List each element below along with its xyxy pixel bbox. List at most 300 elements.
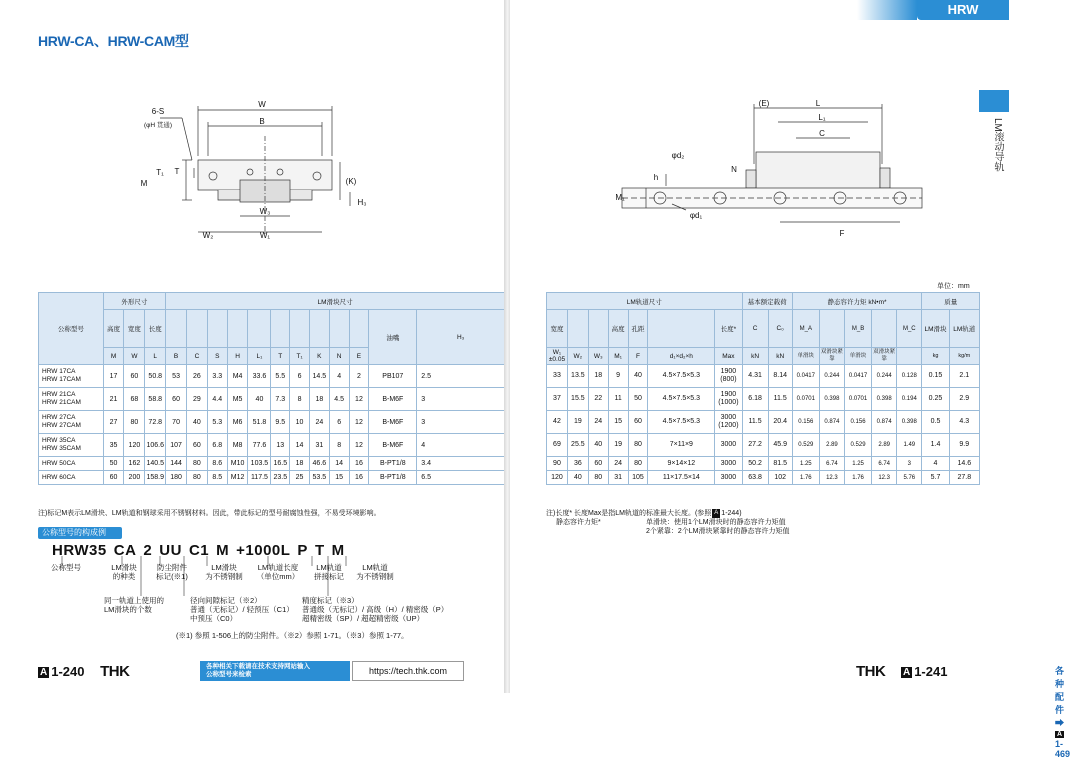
- pn-label-seal: 防尘附件 标记(※1): [156, 563, 188, 581]
- table-cell: 12.3: [819, 471, 844, 485]
- part-code-segment: T: [314, 542, 325, 559]
- table-cell: 105: [628, 471, 648, 485]
- table-cell: 9: [608, 365, 628, 388]
- page-marker-icon: A: [1057, 731, 1063, 738]
- dim-label-m1: M₁: [615, 193, 625, 202]
- table-cell: 60: [588, 457, 608, 471]
- col-symbol: C: [187, 348, 208, 365]
- table-cell: 0.5: [922, 411, 949, 434]
- dim-label-l1: L₁: [818, 113, 826, 122]
- right-page: [510, 0, 1070, 759]
- col-symbol: W₁ ±0.05: [547, 348, 568, 365]
- page-title: HRW-CA、HRW-CAM型: [38, 33, 189, 49]
- table-cell: M4: [227, 365, 248, 388]
- col-h3: H₃: [417, 310, 505, 365]
- dim-label-w1: W₁: [259, 231, 271, 240]
- table-cell: 0.0417: [844, 365, 871, 388]
- left-page-number: 1-240: [51, 664, 85, 679]
- table-cell: 31: [608, 471, 628, 485]
- col-header: M_A: [792, 310, 819, 348]
- table-cell: B-PT1/8: [369, 471, 417, 485]
- dim-label-m: M: [140, 179, 148, 188]
- table-cell: 0.194: [897, 388, 922, 411]
- table-cell: 2.1: [949, 365, 979, 388]
- col-header: [588, 310, 608, 348]
- table-cell: 107: [166, 434, 187, 457]
- pn-label-rail-joint: LM轨道 拼接标记: [314, 563, 344, 581]
- left-page: [0, 0, 505, 693]
- table-cell: 80: [124, 411, 145, 434]
- right-page-number: 1-241: [914, 664, 948, 679]
- table-cell: 27.8: [949, 471, 979, 485]
- model-name: HRW 21CAM: [42, 399, 81, 406]
- dim-label-w3: W₃: [259, 207, 271, 216]
- table-cell: 6: [329, 411, 349, 434]
- table-cell: B-M6F: [369, 388, 417, 411]
- table-row: [39, 388, 505, 411]
- table-cell: 158.9: [145, 471, 166, 485]
- col-symbol: 双滑块紧靠: [872, 348, 897, 365]
- table-cell: 4.5×7.5×5.3: [648, 388, 715, 411]
- table-cell: 50: [628, 388, 648, 411]
- table-cell: 70: [166, 411, 187, 434]
- table-cell: 200: [124, 471, 145, 485]
- model-cell: [39, 471, 104, 485]
- table-cell: 24: [608, 457, 628, 471]
- table-cell: 140.5: [145, 457, 166, 471]
- table-cell: 1.4: [922, 434, 949, 457]
- col-header: C: [742, 310, 768, 348]
- col-symbol: M₁: [608, 348, 628, 365]
- col-symbol: H: [227, 348, 248, 365]
- table-cell: 72.8: [145, 411, 166, 434]
- table-cell: 45.9: [768, 434, 792, 457]
- front-view-drawing: [130, 96, 370, 242]
- table-cell: M10: [227, 457, 248, 471]
- col-symbol: T₁: [290, 348, 310, 365]
- col-header: [648, 310, 715, 348]
- table-cell: 3000: [715, 457, 742, 471]
- table-cell: 1.76: [844, 471, 871, 485]
- model-name: HRW 35CAM: [42, 445, 81, 452]
- part-code-segment: UU: [159, 542, 182, 559]
- series-tag: HRW: [917, 0, 1009, 20]
- part-code-segment: 2: [143, 542, 153, 559]
- table-cell: 6.5: [417, 471, 505, 485]
- dim-label-t: T: [174, 167, 180, 176]
- table-cell: 3000 (1200): [715, 411, 742, 434]
- col-symbol: L: [145, 348, 166, 365]
- table-cell: 35: [103, 434, 124, 457]
- table-cell: 80: [187, 471, 208, 485]
- table-cell: 14: [329, 457, 349, 471]
- table-cell: B-M6F: [369, 411, 417, 434]
- table-cell: 4.5×7.5×5.3: [648, 411, 715, 434]
- table-cell: 3000: [715, 434, 742, 457]
- table-cell: 16.5: [271, 457, 290, 471]
- model-cell: [39, 457, 104, 471]
- spec-table-left: [38, 292, 505, 485]
- table-cell: 17: [103, 365, 124, 388]
- col-header: [872, 310, 897, 348]
- table-cell: 4: [329, 365, 349, 388]
- model-name: HRW 27CA: [42, 414, 76, 421]
- col-header: 孔距: [628, 310, 648, 348]
- table-cell: 144: [166, 457, 187, 471]
- table-cell: B-M6F: [369, 434, 417, 457]
- table-cell: 3.4: [417, 457, 505, 471]
- model-name: HRW 27CAM: [42, 422, 81, 429]
- table-cell: 50.2: [742, 457, 768, 471]
- table-cell: 5.5: [271, 365, 290, 388]
- table-cell: 8.6: [207, 457, 227, 471]
- col-header: LM滑块: [922, 310, 949, 348]
- group-mass: 质量: [922, 293, 980, 310]
- table-cell: 2: [349, 365, 369, 388]
- table-cell: 13: [271, 434, 290, 457]
- col-symbol: kg: [922, 348, 949, 365]
- table-cell: 40: [187, 411, 208, 434]
- col-header: 高度: [608, 310, 628, 348]
- dim-label-b: B: [259, 117, 265, 126]
- table-cell: 4: [417, 434, 505, 457]
- dim-label-w: W: [258, 100, 266, 109]
- note-left: 注)标记M表示LM滑块、LM轨道和钢球采用不锈钢材料。因此，带此标记的型号耐腐蚀性强，不易受环境影响。: [38, 510, 381, 517]
- left-footer: [38, 663, 129, 680]
- table-cell: 4.4: [207, 388, 227, 411]
- table-cell: 0.0417: [792, 365, 819, 388]
- model-cell: [39, 388, 104, 411]
- table-row: [547, 388, 980, 411]
- table-cell: 102: [768, 471, 792, 485]
- dim-label-w2: W₂: [202, 231, 214, 240]
- table-cell: 60: [187, 434, 208, 457]
- table-cell: 180: [166, 471, 187, 485]
- pn-label-block-count: 同一轨道上使用的 LM滑块的个数: [104, 596, 164, 614]
- table-cell: 120: [547, 471, 568, 485]
- table-cell: 4.5: [329, 388, 349, 411]
- model-name: HRW 17CAM: [42, 376, 81, 383]
- group-outer-dims: 外形尺寸: [103, 293, 166, 310]
- dim-label-h: h: [653, 173, 659, 182]
- table-cell: 19: [567, 411, 588, 434]
- pn-label-block-type: LM滑块 的种类: [111, 563, 137, 581]
- model-name: HRW 35CA: [42, 437, 76, 444]
- model-name: HRW 21CA: [42, 391, 76, 398]
- table-cell: 1.49: [897, 434, 922, 457]
- promo-banner: 各种相关下载请在技术支持网站输入 公称型号来检索: [200, 661, 350, 681]
- accessories-ref[interactable]: 各种配件➡A1-469: [1055, 666, 1070, 759]
- col-symbol: K: [309, 348, 329, 365]
- part-code-segment: M: [331, 542, 345, 559]
- chapter-tab: [979, 90, 1009, 112]
- table-cell: 0.244: [819, 365, 844, 388]
- col-symbol: 单滑块: [844, 348, 871, 365]
- table-cell: 0.15: [922, 365, 949, 388]
- table-cell: 90: [547, 457, 568, 471]
- table-cell: 0.529: [792, 434, 819, 457]
- table-cell: 53: [166, 365, 187, 388]
- table-row: [547, 411, 980, 434]
- col-length: 长度: [145, 310, 166, 348]
- col-symbol: kN: [742, 348, 768, 365]
- table-cell: 9.9: [949, 434, 979, 457]
- table-cell: 6: [290, 365, 310, 388]
- table-cell: 60: [166, 388, 187, 411]
- table-cell: 6.18: [742, 388, 768, 411]
- col-header: [567, 310, 588, 348]
- table-cell: 50: [103, 457, 124, 471]
- part-code-segment: M: [216, 542, 230, 559]
- col-symbol: T: [271, 348, 290, 365]
- table-row: [39, 457, 505, 471]
- table-cell: 12: [349, 411, 369, 434]
- col-header: 宽度: [547, 310, 568, 348]
- pn-label-accuracy: 精度标记（※3） 普通级（无标记）/ 高级（H）/ 精密级（P） 超精密级（SP）/ 超超精密级（UP）: [302, 596, 449, 623]
- website-link[interactable]: https://tech.thk.com: [352, 661, 464, 681]
- table-cell: 22: [588, 388, 608, 411]
- group-load-rating: 基本额定载荷: [742, 293, 792, 310]
- dim-label-n: N: [731, 165, 737, 174]
- col-width: 宽度: [124, 310, 145, 348]
- table-cell: 15: [329, 471, 349, 485]
- table-cell: 3.3: [207, 365, 227, 388]
- table-cell: 53.5: [309, 471, 329, 485]
- page-marker-icon: A: [902, 667, 911, 678]
- table-cell: 11×17.5×14: [648, 471, 715, 485]
- table-cell: 0.529: [844, 434, 871, 457]
- table-cell: 16: [349, 471, 369, 485]
- table-cell: 0.25: [922, 388, 949, 411]
- brand-logo: THK: [100, 663, 130, 680]
- table-cell: 8.5: [207, 471, 227, 485]
- pn-label-rail-stainless: LM轨道 为不锈钢制: [356, 563, 394, 581]
- table-row: [547, 365, 980, 388]
- table-row: [39, 411, 505, 434]
- table-cell: 2.89: [819, 434, 844, 457]
- table-cell: 81.5: [768, 457, 792, 471]
- table-cell: 14: [290, 434, 310, 457]
- table-cell: 15.5: [567, 388, 588, 411]
- table-cell: 16: [349, 457, 369, 471]
- part-code-segment: +1000L: [236, 542, 291, 559]
- table-cell: 12: [349, 388, 369, 411]
- table-cell: 1900 (800): [715, 365, 742, 388]
- table-cell: 80: [628, 434, 648, 457]
- table-row: [547, 471, 980, 485]
- table-cell: 0.874: [872, 411, 897, 434]
- table-cell: 23.5: [271, 471, 290, 485]
- table-cell: 0.874: [819, 411, 844, 434]
- table-cell: 33.6: [248, 365, 271, 388]
- table-cell: 5.76: [897, 471, 922, 485]
- col-symbol: F: [628, 348, 648, 365]
- table-cell: 69: [547, 434, 568, 457]
- dim-label-c: C: [819, 129, 825, 138]
- table-row: [39, 434, 505, 457]
- table-cell: 46.6: [309, 457, 329, 471]
- table-cell: 0.398: [819, 388, 844, 411]
- col-symbol: [897, 348, 922, 365]
- table-cell: 80: [187, 457, 208, 471]
- col-height: 高度: [103, 310, 124, 348]
- model-cell: [39, 365, 104, 388]
- table-cell: 4.5×7.5×5.3: [648, 365, 715, 388]
- table-cell: 162: [124, 457, 145, 471]
- col-symbol: W: [124, 348, 145, 365]
- table-cell: 60: [124, 365, 145, 388]
- table-cell: 6.74: [819, 457, 844, 471]
- table-cell: 40: [628, 365, 648, 388]
- table-cell: 31: [309, 434, 329, 457]
- table-cell: PB107: [369, 365, 417, 388]
- table-cell: 19: [608, 434, 628, 457]
- right-footer: [856, 663, 947, 680]
- group-rail-dims: LM轨道尺寸: [547, 293, 743, 310]
- pn-label-clearance: 径向间隙标记（※2） 普通（无标记）/ 轻预压（C1） 中预压（C0）: [190, 596, 294, 623]
- table-cell: 80: [588, 471, 608, 485]
- table-cell: 9.5: [271, 411, 290, 434]
- table-cell: 0.244: [872, 365, 897, 388]
- part-code-segment: CA: [113, 542, 137, 559]
- table-cell: 24: [309, 411, 329, 434]
- table-row: [547, 434, 980, 457]
- table-cell: 40: [248, 388, 271, 411]
- table-cell: 7.3: [271, 388, 290, 411]
- table-cell: 60: [628, 411, 648, 434]
- table-cell: 1900 (1000): [715, 388, 742, 411]
- table-cell: 26: [187, 365, 208, 388]
- table-cell: 60: [103, 471, 124, 485]
- col-header: M_B: [844, 310, 871, 348]
- table-cell: M12: [227, 471, 248, 485]
- table-cell: 40: [588, 434, 608, 457]
- part-code-segment: C1: [188, 542, 210, 559]
- col-header: C₀: [768, 310, 792, 348]
- table-cell: M5: [227, 388, 248, 411]
- side-view-drawing: [606, 94, 926, 244]
- table-cell: 27: [103, 411, 124, 434]
- table-cell: 50.8: [145, 365, 166, 388]
- col-header: M_C: [897, 310, 922, 348]
- dim-label-k: (K): [345, 177, 357, 186]
- spec-table-right: [546, 292, 980, 485]
- table-cell: 1.25: [792, 457, 819, 471]
- table-cell: 3: [417, 388, 505, 411]
- table-cell: 20.4: [768, 411, 792, 434]
- table-row: [547, 457, 980, 471]
- col-symbol: W₃: [588, 348, 608, 365]
- table-cell: 58.8: [145, 388, 166, 411]
- col-grease: 油嘴: [369, 310, 417, 365]
- table-row: [39, 471, 505, 485]
- table-cell: 0.0701: [792, 388, 819, 411]
- part-number-heading: 公称型号的构成例: [38, 527, 122, 539]
- table-cell: 40: [567, 471, 588, 485]
- table-cell: 4.31: [742, 365, 768, 388]
- dim-label-h3: H₃: [357, 198, 367, 207]
- table-cell: 2.89: [872, 434, 897, 457]
- table-cell: 25.5: [567, 434, 588, 457]
- table-cell: 7×11×9: [648, 434, 715, 457]
- brand-logo: THK: [856, 663, 886, 680]
- page-marker-icon: A: [40, 667, 48, 678]
- table-cell: M6: [227, 411, 248, 434]
- model-name: HRW 60CA: [42, 473, 76, 481]
- table-cell: 9×14×12: [648, 457, 715, 471]
- table-cell: 5.3: [207, 411, 227, 434]
- page-marker-icon: A: [714, 510, 719, 516]
- table-cell: 51.8: [248, 411, 271, 434]
- table-cell: 0.398: [897, 411, 922, 434]
- table-cell: 3000: [715, 471, 742, 485]
- pn-label-rail-length: LM轨道长度 （单位mm）: [256, 563, 300, 581]
- part-code-segment: HRW35: [52, 542, 107, 559]
- table-cell: 36: [567, 457, 588, 471]
- dim-label-d2: φd₂: [671, 151, 685, 160]
- group-moment: 静态容许力矩 kN•m*: [792, 293, 922, 310]
- col-symbol: E: [349, 348, 369, 365]
- table-cell: 13.5: [567, 365, 588, 388]
- model-name: HRW 50CA: [42, 459, 76, 467]
- col-symbol: S: [207, 348, 227, 365]
- note-right: 注)长度* 长度Max是指LM轨道的标准最大长度。(参照 A 1-244) 静态容许力矩* 单滑块：使用1个LM滑块时的静态容许力矩值 2个紧靠：2个LM滑块紧靠时的静态容许力矩值: [546, 510, 790, 535]
- col-header: [819, 310, 844, 348]
- col-symbol: B: [166, 348, 187, 365]
- table-cell: 1.25: [844, 457, 871, 471]
- table-cell: 11: [608, 388, 628, 411]
- table-row: [39, 365, 505, 388]
- table-cell: B-PT1/8: [369, 457, 417, 471]
- table-cell: 18: [309, 388, 329, 411]
- pn-label-block-stainless: LM滑块 为不锈钢制: [205, 563, 243, 581]
- model-name: HRW 17CA: [42, 368, 76, 375]
- col-symbol: d₁×d₂×h: [648, 348, 715, 365]
- table-cell: 120: [124, 434, 145, 457]
- table-cell: 2.9: [949, 388, 979, 411]
- table-cell: 0.128: [897, 365, 922, 388]
- table-cell: 77.6: [248, 434, 271, 457]
- table-cell: 8: [290, 388, 310, 411]
- table-cell: 6.8: [207, 434, 227, 457]
- table-cell: 37: [547, 388, 568, 411]
- col-symbol: L₁: [248, 348, 271, 365]
- model-cell: [39, 411, 104, 434]
- table-cell: 24: [588, 411, 608, 434]
- table-cell: 27.2: [742, 434, 768, 457]
- col-symbol: kg/m: [949, 348, 979, 365]
- model-cell: [39, 434, 104, 457]
- col-symbol: 双滑块紧靠: [819, 348, 844, 365]
- col-header: 长度*: [715, 310, 742, 348]
- table-cell: 33: [547, 365, 568, 388]
- table-cell: 15: [608, 411, 628, 434]
- table-cell: 80: [628, 457, 648, 471]
- dim-label-l: L: [815, 99, 821, 108]
- col-header: LM轨道: [949, 310, 979, 348]
- table-cell: 11.5: [742, 411, 768, 434]
- table-cell: 8.14: [768, 365, 792, 388]
- table-cell: 63.8: [742, 471, 768, 485]
- table-cell: 14.5: [309, 365, 329, 388]
- group-block-dims: LM滑块尺寸: [166, 293, 505, 310]
- col-symbol: 单滑块: [792, 348, 819, 365]
- table-cell: 21: [103, 388, 124, 411]
- table-cell: 0.156: [792, 411, 819, 434]
- dim-label-e: (E): [758, 99, 770, 108]
- col-symbol: kN: [768, 348, 792, 365]
- table-cell: 18: [290, 457, 310, 471]
